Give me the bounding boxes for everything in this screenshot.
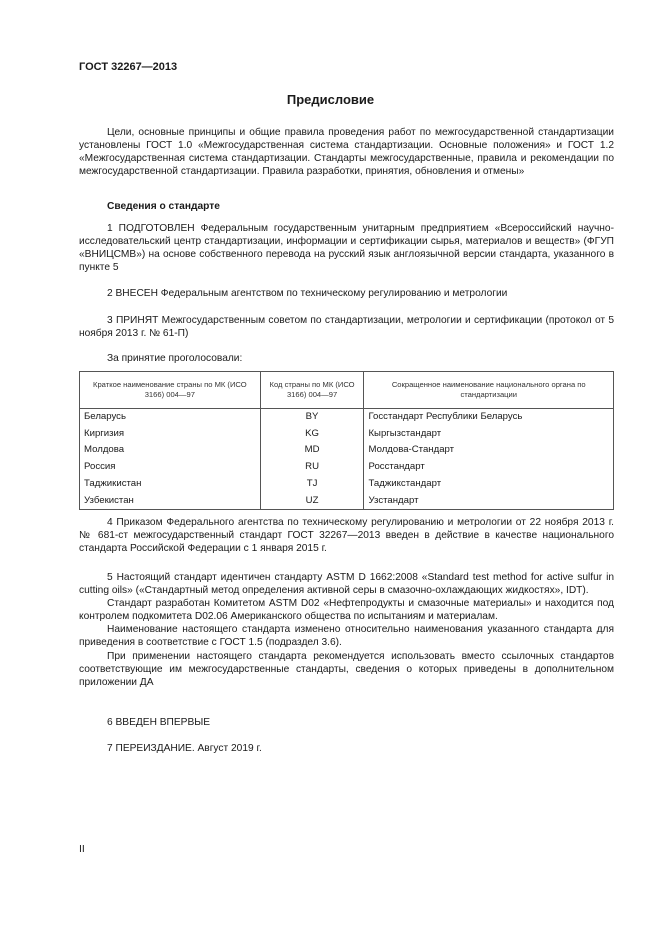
item-7 bbox=[79, 742, 614, 755]
item-3 bbox=[79, 314, 614, 340]
country-name: Узбекистан bbox=[80, 493, 261, 510]
item-2 bbox=[79, 287, 614, 300]
vote-label bbox=[79, 352, 614, 365]
national-body: Кыргызстандарт bbox=[364, 426, 614, 443]
document-code: ГОСТ 32267—2013 bbox=[79, 61, 178, 73]
item-7-text: 7 ПЕРЕИЗДАНИЕ. Август 2019 г. bbox=[107, 743, 262, 754]
intro-paragraph bbox=[79, 126, 614, 178]
item-5-paragraph-4: При применении настоящего стандарта рекомендуется использовать вместо ссылочных стандартов соответствующие им межгосударственные стандарты, сведения о которых приведены в дополнительном приложении ДА bbox=[79, 650, 614, 688]
country-code: TJ bbox=[260, 476, 364, 493]
item-1-text: 1 ПОДГОТОВЛЕН Федеральным государственным унитарным предприятием «Всероссийский научно-исследовательский центр стандартизации, информации и сертификации сырья, материалов и веществ» (ФГУП «ВНИЦСМВ») на основе собственного перевода на русский язык англоязычной версии стандарта, указанного в пункте 5 bbox=[79, 223, 614, 274]
country-code: BY bbox=[260, 409, 364, 426]
item-5-paragraph-3: Наименование настоящего стандарта изменено относительно наименования указанного стандарта для приведения в соответствие с ГОСТ 1.5 (подраздел 3.6). bbox=[79, 624, 614, 649]
page-number: II bbox=[79, 843, 85, 855]
country-code: KG bbox=[260, 426, 364, 443]
national-body: Узстандарт bbox=[364, 493, 614, 510]
vote-label-text: За принятие проголосовали: bbox=[107, 353, 243, 364]
item-4-text: 4 Приказом Федерального агентства по техническому регулированию и метрологии от 22 ноября 2013 г. № 681-ст межгосударственный стандарт ГОСТ 32267—2013 введен в действие в качестве национального стандарта Российской Федерации с 1 января 2015 г. bbox=[79, 517, 614, 555]
item-2-text: 2 ВНЕСЕН Федеральным агентством по техническому регулированию и метрологии bbox=[107, 288, 508, 299]
item-5-paragraph-2: Стандарт разработан Комитетом ASTM D02 «Нефтепродукты и смазочные материалы» и находится под контролем подкомитета D02.06 Американского общества по испытаниям и материалам. bbox=[79, 598, 614, 623]
country-code: MD bbox=[260, 442, 364, 459]
national-body: Госстандарт Республики Беларусь bbox=[364, 409, 614, 426]
country-name: Беларусь bbox=[80, 409, 261, 426]
header-country-code: Код страны по МК (ИСО 3166) 004—97 bbox=[260, 372, 364, 409]
country-code: RU bbox=[260, 459, 364, 476]
item-1 bbox=[79, 222, 614, 274]
national-body: Таджикстандарт bbox=[364, 476, 614, 493]
table-row bbox=[80, 426, 614, 443]
country-name: Молдова bbox=[80, 442, 261, 459]
header-national-body: Сокращенное наименование национального органа по стандартизации bbox=[364, 372, 614, 409]
table-row bbox=[80, 459, 614, 476]
section-heading: Сведения о стандарте bbox=[107, 201, 220, 212]
header-country-name: Краткое наименование страны по МК (ИСО 3166) 004—97 bbox=[80, 372, 261, 409]
item-5-text: 5 Настоящий стандарт идентичен стандарту ASTM D 1662:2008 «Standard test method for active sulfur in cutting oils» («Стандартный метод определения активной серы в смазочно-охлаждающих жидкостях», IDT). bbox=[79, 572, 614, 597]
table-row bbox=[80, 493, 614, 510]
country-code: UZ bbox=[260, 493, 364, 510]
page-title: Предисловие bbox=[286, 92, 375, 107]
table-row bbox=[80, 476, 614, 493]
item-3-text: 3 ПРИНЯТ Межгосударственным советом по стандартизации, метрологии и сертификации (протокол от 5 ноября 2013 г. № 61-П) bbox=[79, 315, 614, 340]
item-4 bbox=[79, 516, 614, 555]
item-6 bbox=[79, 716, 614, 729]
intro-text: Цели, основные принципы и общие правила проведения работ по межгосударственной стандартизации установлены ГОСТ 1.0 «Межгосударственная система стандартизации. Основные положения» и ГОСТ 1.2 «Межгосударственная система стандартизации. Стандарты межгосударственные, правила и рекомендации по межгосударственной стандартизации. Правила разработки, принятия, обновления и отмены» bbox=[79, 127, 614, 178]
national-body: Молдова-Стандарт bbox=[364, 442, 614, 459]
countries-table bbox=[79, 371, 614, 510]
country-name: Киргизия bbox=[80, 426, 261, 443]
table-row bbox=[80, 409, 614, 426]
table-row bbox=[80, 442, 614, 459]
item-6-text: 6 ВВЕДЕН ВПЕРВЫЕ bbox=[107, 717, 211, 728]
table-header-row bbox=[80, 372, 614, 409]
country-name: Россия bbox=[80, 459, 261, 476]
item-5 bbox=[79, 571, 614, 689]
national-body: Росстандарт bbox=[364, 459, 614, 476]
country-name: Таджикистан bbox=[80, 476, 261, 493]
